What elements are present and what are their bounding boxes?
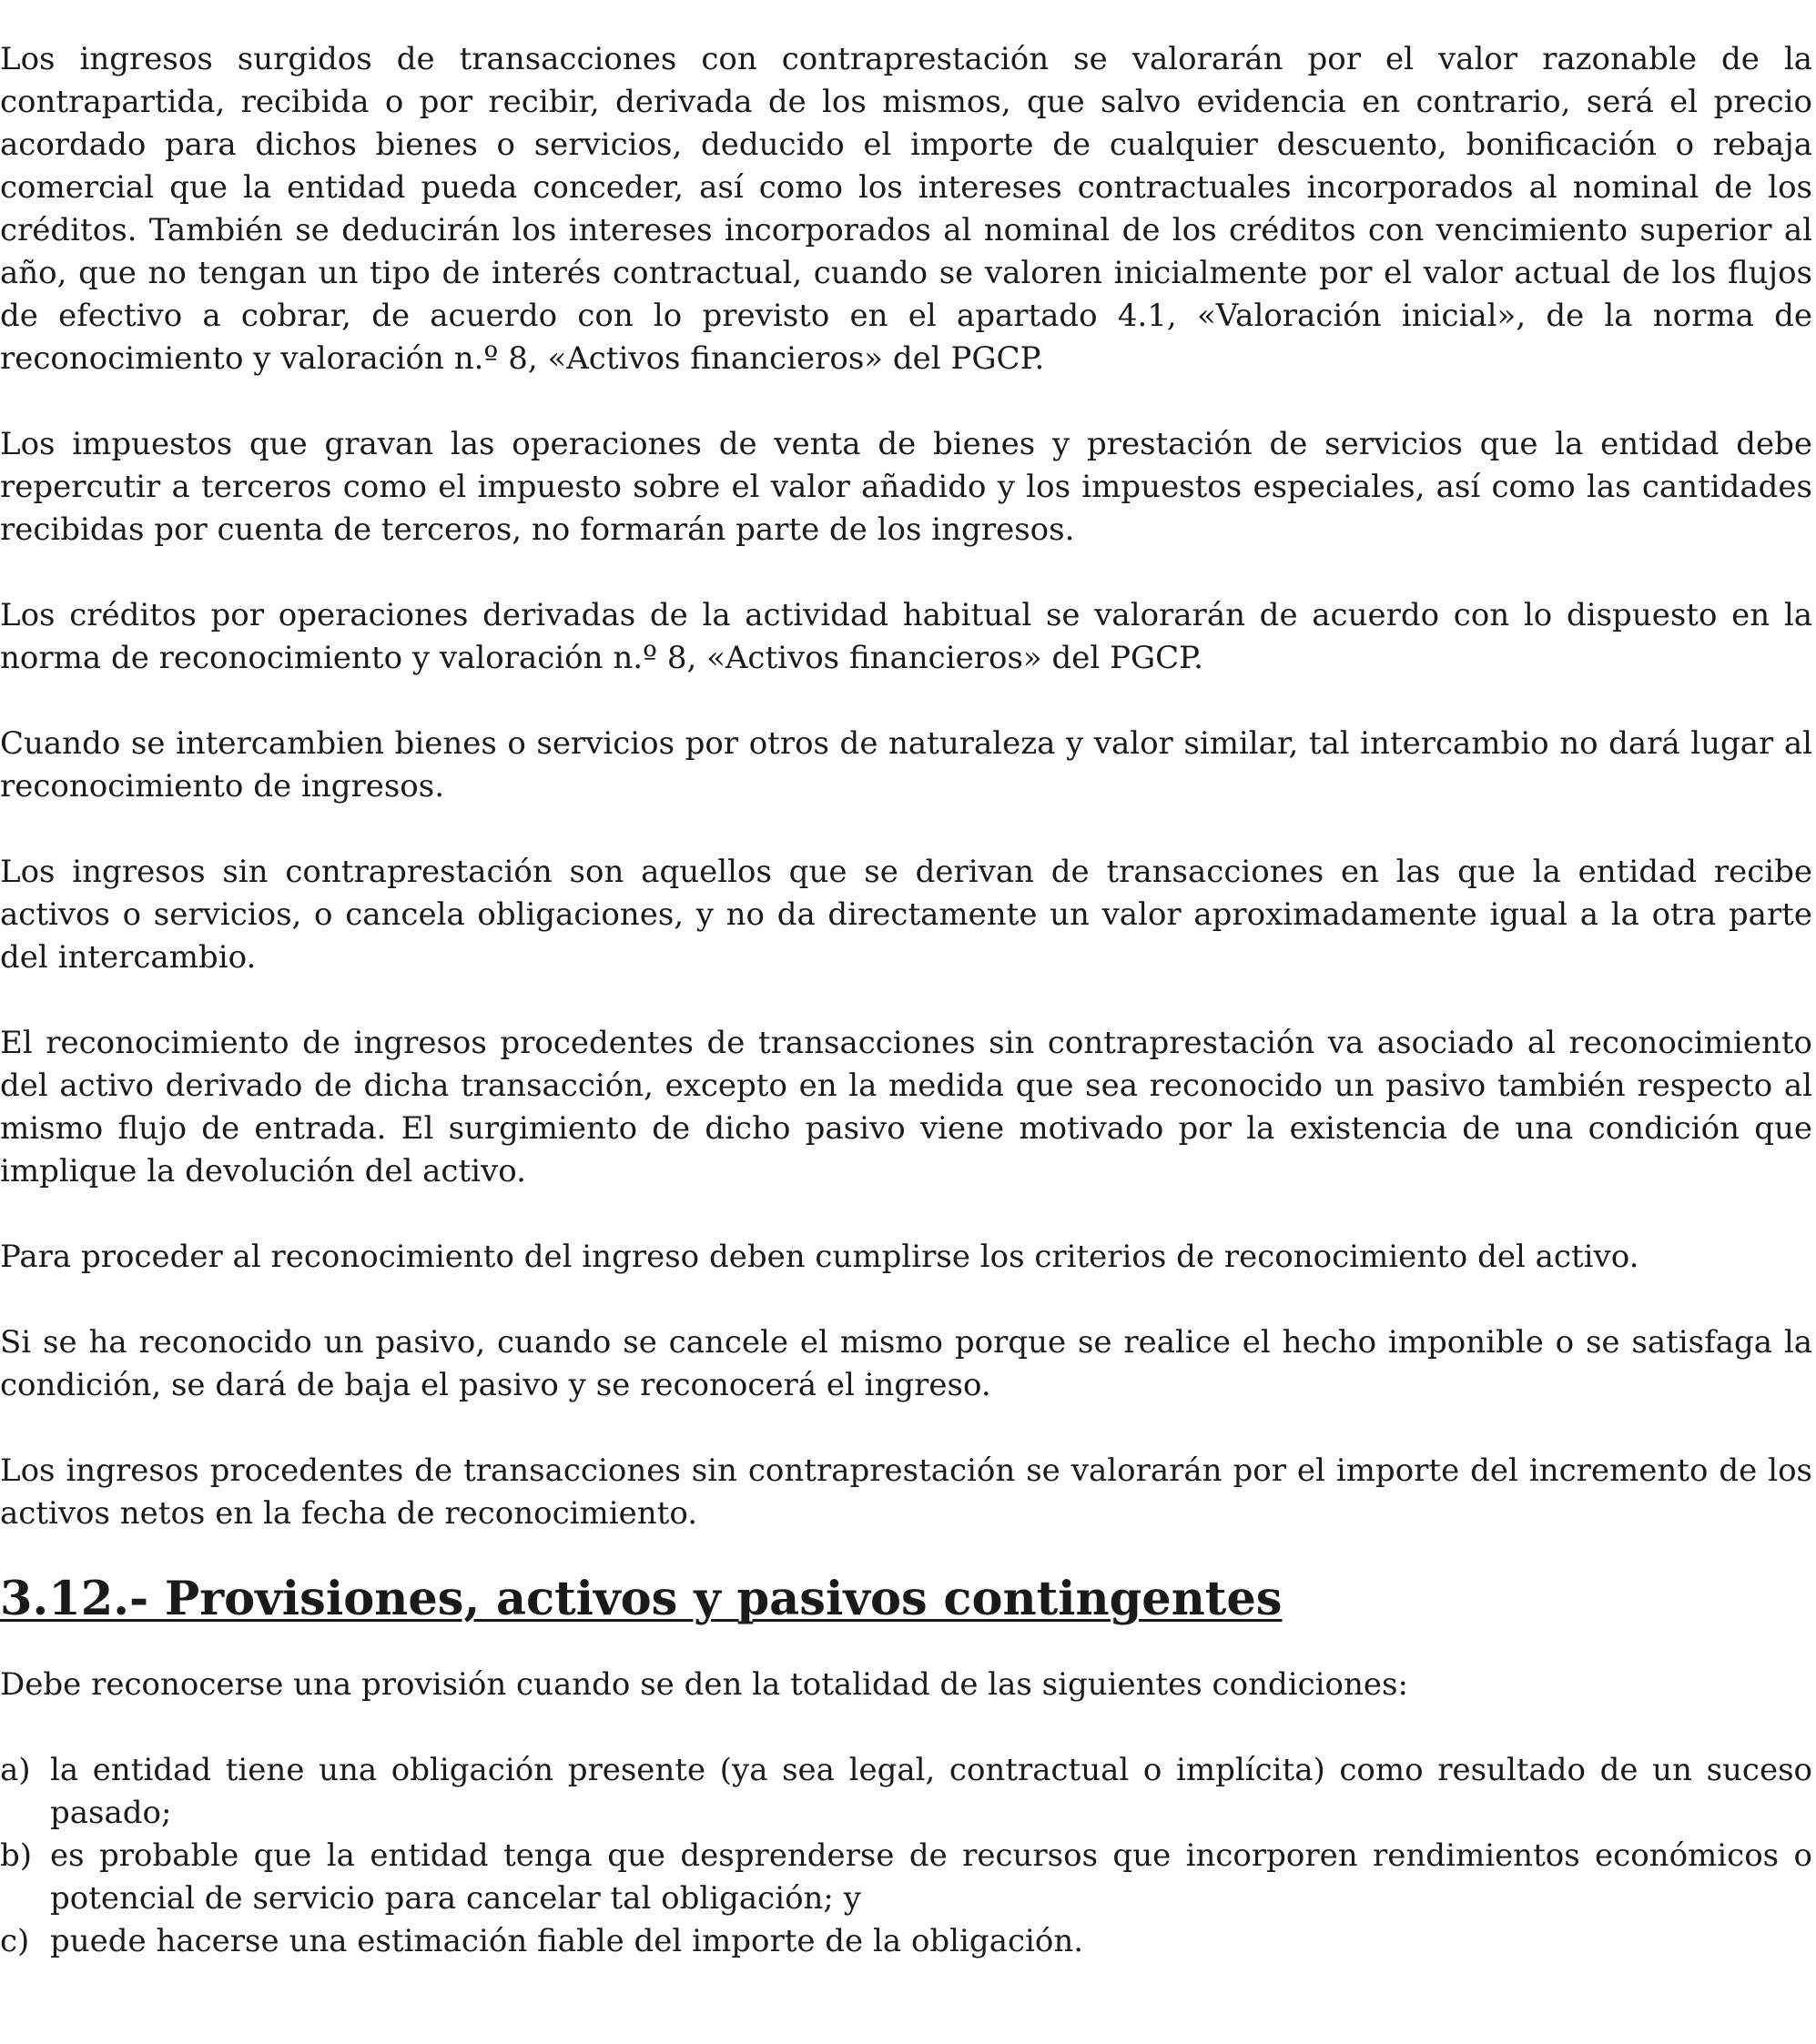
paragraph-creditos: Los créditos por operaciones derivadas de la actividad habitual se valorarán de acuerdo con lo dispuesto en la norma de reconocimiento y valoración n.º 8, «Activos financieros» del PGCP. (0, 597, 1812, 676)
list-marker: b) (0, 1837, 33, 1874)
conditions-list (0, 1749, 1812, 1963)
paragraph-ingresos-con-contraprestacion: Los ingresos surgidos de transacciones con contraprestación se valorarán por el valor razonable de la contrapartida, recibida o por recibir, derivada de los mismos, que salvo evidencia en contrario, será el precio acordado para dichos bienes o servicios, deducido el importe de cualquier descuento, bonificación o rebaja comercial que la entidad pueda conceder, así como los intereses contractuales incorporados al nominal de los créditos. También se deducirán los intereses incorporados al nominal de los créditos con vencimiento superior al año, que no tengan un tipo de interés contractual, cuando se valoren inicialmente por el valor actual de los flujos de efectivo a cobrar, de acuerdo con lo previsto en el apartado 4.1, «Valoración inicial», de la norma de reconocimiento y valoración n.º 8, «Activos financieros» del PGCP. (0, 41, 1812, 377)
list-item-text: es probable que la entidad tenga que desprenderse de recursos que incorporen rendimientos económicos o potencial de servicio para cancelar tal obligación; y (50, 1837, 1812, 1917)
paragraph-impuestos: Los impuestos que gravan las operaciones de venta de bienes y prestación de servicios que la entidad debe repercutir a terceros como el impuesto sobre el valor añadido y los impuestos especiales, así como las cantidades recibidas por cuenta de terceros, no formarán parte de los ingresos. (0, 426, 1812, 548)
document-page (0, 38, 1812, 1963)
paragraph-cancelacion-pasivo: Si se ha reconocido un pasivo, cuando se cancele el mismo porque se realice el hecho imponible o se satisfaga la condición, se dará de baja el pasivo y se reconocerá el ingreso. (0, 1324, 1812, 1403)
paragraph-intro-condiciones: Debe reconocerse una provisión cuando se den la totalidad de las siguientes condiciones: (0, 1666, 1408, 1703)
paragraph-ingresos-sin-contraprestacion: Los ingresos sin contraprestación son aquellos que se derivan de transacciones en las que la entidad recibe activos o servicios, o cancela obligaciones, y no da directamente un valor aproximadamente igual a la otra parte del intercambio. (0, 854, 1812, 976)
list-item (0, 1920, 1812, 1963)
list-item (0, 1835, 1812, 1920)
list-item-text: la entidad tiene una obligación presente (ya sea legal, contractual o implícita) como resultado de un suceso pasado; (50, 1752, 1812, 1831)
list-marker: a) (0, 1752, 31, 1788)
list-item (0, 1749, 1812, 1835)
paragraph-intercambio: Cuando se intercambien bienes o servicios por otros de naturaleza y valor similar, tal intercambio no dará lugar al reconocimiento de ingresos. (0, 725, 1812, 804)
paragraph-criterios-activo: Para proceder al reconocimiento del ingreso deben cumplirse los criterios de reconocimiento del activo. (0, 1239, 1639, 1275)
list-marker: c) (0, 1923, 30, 1959)
paragraph-reconocimiento-ingresos: El reconocimiento de ingresos procedentes de transacciones sin contraprestación va asociado al reconocimiento del activo derivado de dicha transacción, excepto en la medida que sea reconocido un pasivo también respecto al mismo flujo de entrada. El surgimiento de dicho pasivo viene motivado por la existencia de una condición que implique la devolución del activo. (0, 1025, 1812, 1189)
paragraph-valoracion-ingresos: Los ingresos procedentes de transacciones sin contraprestación se valorarán por el importe del incremento de los activos netos en la fecha de reconocimiento. (0, 1452, 1812, 1532)
section-heading: 3.12.- Provisiones, activos y pasivos contingentes (0, 1572, 1283, 1626)
list-item-text: puede hacerse una estimación fiable del importe de la obligación. (50, 1923, 1084, 1959)
